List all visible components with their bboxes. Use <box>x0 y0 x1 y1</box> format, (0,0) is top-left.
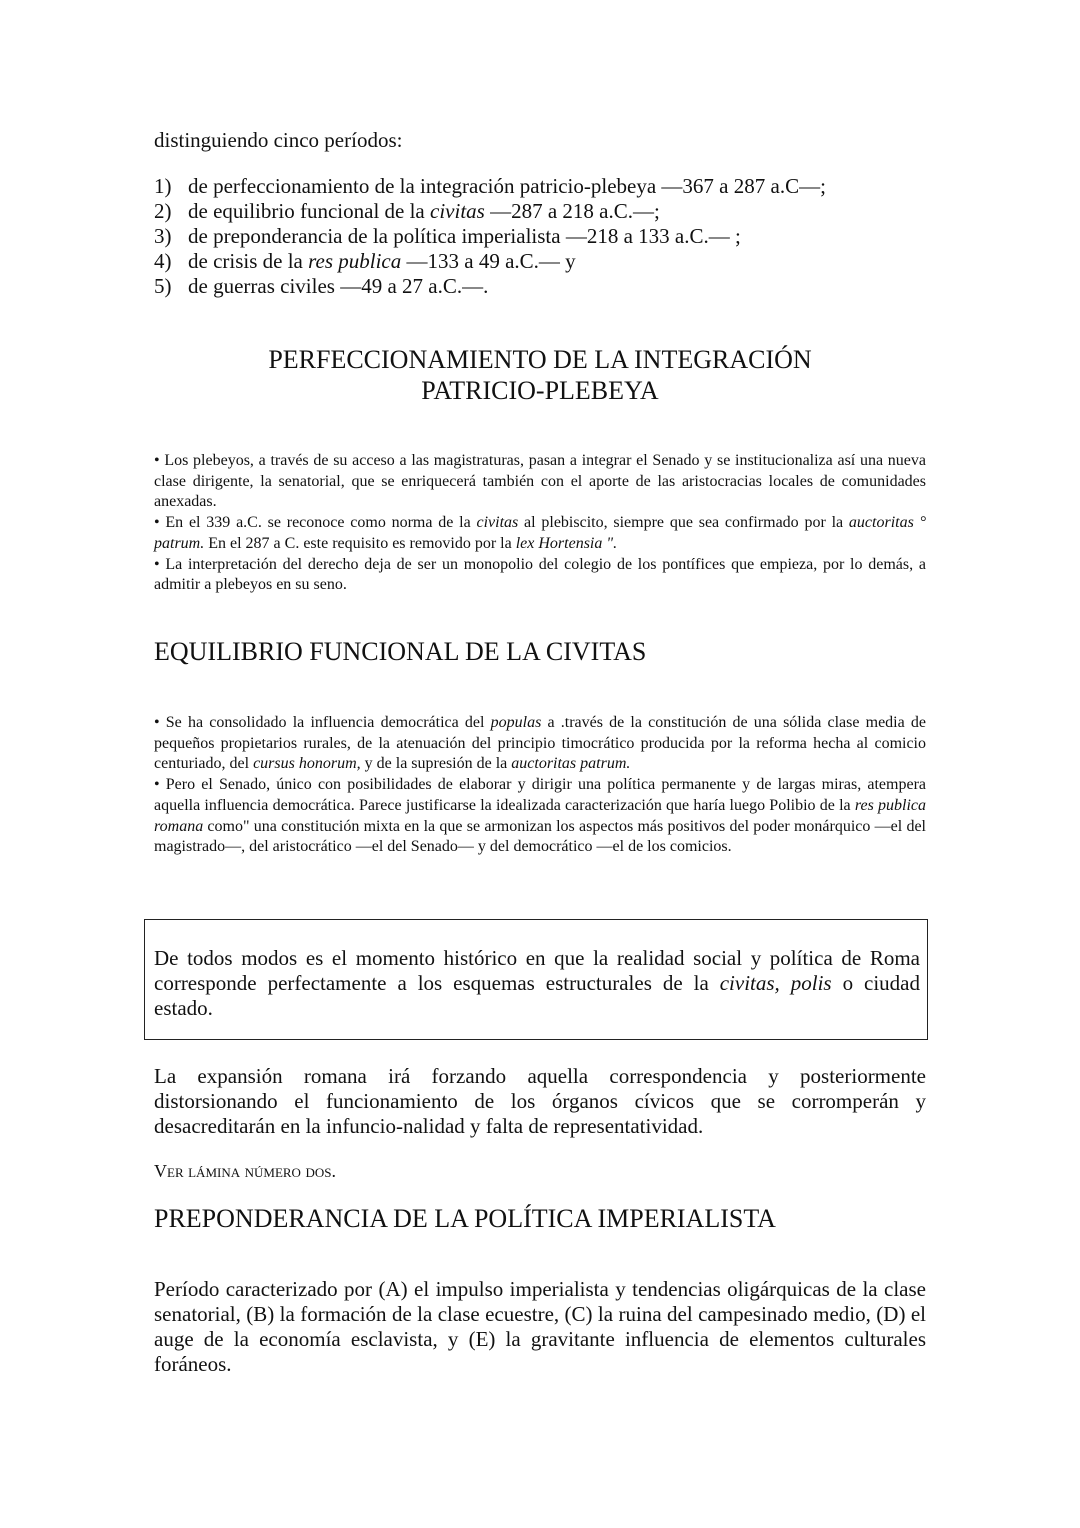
period-list <box>154 174 826 299</box>
box-text: De todos modos es el momento histórico en que la realidad social y política de Roma corresponde perfectamente a los esquemas estructurales de la civitas, polis o ciudad estado. <box>154 946 920 1020</box>
bullet-paragraph: • Los plebeyos, a través de su acceso a las magistraturas, pasan a integrar el Senado y se institucionaliza así una nueva clase dirigente, la senatorial, que se enriquecerá también con el aporte de las aristocracias locales de comunidades anexadas. <box>154 452 926 511</box>
highlight-box <box>144 919 928 1040</box>
bullet-paragraph: • En el 339 a.C. se reconoce como norma de la civitas al plebiscito, siempre que sea confirmado por la auctoritas ° patrum. En el 287 a C. este requisito es removido por la lex Hortensia ". <box>154 514 926 552</box>
bullet-paragraph: • La interpretación del derecho deja de ser un monopolio del colegio de los pontífices que empieza, por lo demás, a admitir a plebeyos en su seno. <box>154 555 926 594</box>
section-body-equilibrio <box>154 713 926 858</box>
list-item: 1) de perfeccionamiento de la integración patricio-plebeya —367 a 287 a.C—; <box>154 174 826 198</box>
list-item: 2) de equilibrio funcional de la civitas —287 a 218 a.C.—; <box>154 199 660 223</box>
list-item: 5) de guerras civiles —49 a 27 a.C.—. <box>154 274 489 298</box>
see-plate-note: Ver lámina número dos. <box>154 1161 336 1181</box>
section-body-perfeccionamiento <box>154 451 926 596</box>
section-heading-equilibrio: EQUILIBRIO FUNCIONAL DE LA CIVITAS <box>154 637 647 666</box>
section-heading-preponderancia: PREPONDERANCIA DE LA POLÍTICA IMPERIALISTA <box>154 1204 776 1233</box>
bullet-paragraph: • Pero el Senado, único con posibilidades de elaborar y dirigir una política permanente y de largas miras, atempera aquella influencia democrática. Parece justificarse la idealizada caracterización que haría luego Polibio de la res publica romana como" una constitución mixta en la que se armonizan los aspectos más positivos del poder monárquico —el del magistrado—, del aristocrático —el del Senado— y del democrático —el de los comicios. <box>154 776 926 856</box>
preponderancia-paragraph: Período caracterizado por (A) el impulso imperialista y tendencias oligárquicas de la clase senatorial, (B) la formación de la clase ecuestre, (C) la ruina del campesinado medio, (D) el auge de la economía esclavista, y (E) la gravitante influencia de elementos culturales foráneos. <box>154 1277 926 1376</box>
section-heading-perfeccionamiento: PERFECCIONAMIENTO DE LA INTEGRACIÓN PATRICIO-PLEBEYA <box>268 345 812 405</box>
list-item: 3) de preponderancia de la política imperialista —218 a 133 a.C.— ; <box>154 224 741 248</box>
bullet-paragraph: • Se ha consolidado la influencia democrática del populas a .través de la constitución de una sólida clase media de pequeños propietarios rurales, de la atenuación del principio timocrático producida por la reforma hecha al comicio centuriado, del cursus honorum, y de la supresión de la auctoritas patrum. <box>154 714 926 773</box>
expansion-paragraph: La expansión romana irá forzando aquella correspondencia y posteriormente distorsionando el funcionamiento de los órganos cívicos que se corromperán y desacreditarán en la infuncio-nalidad y falta de representatividad. <box>154 1064 926 1138</box>
list-item: 4) de crisis de la res publica —133 a 49 a.C.— y <box>154 249 576 273</box>
intro-text: distinguiendo cinco períodos: <box>154 128 403 152</box>
